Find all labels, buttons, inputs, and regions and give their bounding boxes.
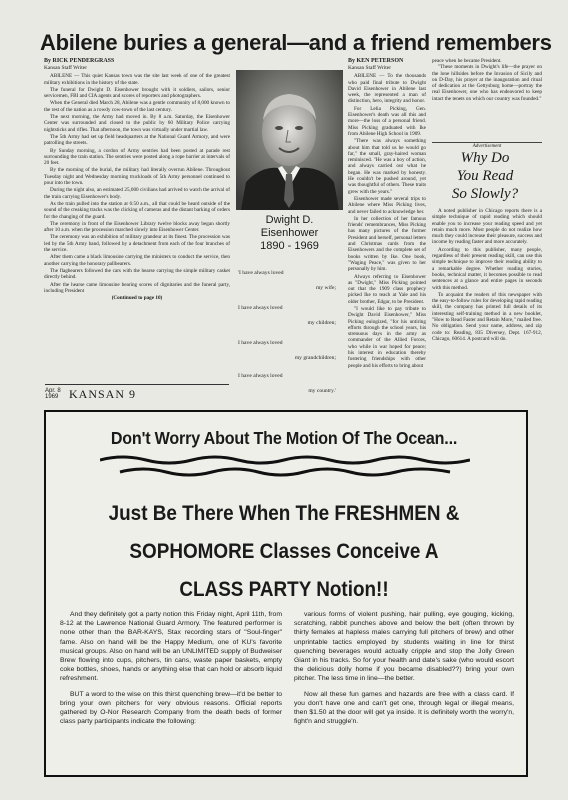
- ad-body-paragraph: BUT a word to the wise on this thirst quenching brew—it'd be better to bring your own pitchers for very obvious reasons. Official reports gathered by O-Nor Research Company from the death beds of former class party participants indicate the following:: [60, 690, 282, 726]
- article-paragraph: The flagbearers followed the cars with the hearse carrying the simple military casket directly behind.: [44, 267, 230, 281]
- quote-line: I have always loved: [238, 373, 283, 379]
- quote-line: 'I have always loved: [238, 270, 284, 276]
- quote-line: I have always loved: [238, 340, 283, 346]
- article-paragraph: The ceremony was an exhibition of military grandeur at its finest. The procession was led by the 5th Army band, followed by a detachment from each of the four branches of the service.: [44, 234, 230, 254]
- byline-role: Kansan Staff Writer: [44, 65, 87, 71]
- byline-role: Kansan Staff Writer: [348, 65, 391, 71]
- quote-line: my country.': [308, 388, 336, 394]
- ad-body-paragraph: Now all these fun games and hazards are free with a class card. If you don't have one and can't get one, through legal or illegal means, then $1.50 at the door will get ya inside. It is definitely worth the worry'n, fight'n and struggle'n.: [294, 690, 514, 726]
- ad-body-paragraph: And they definitely got a party notion this Friday night, April 11th, from 8-12 at the Lawrence National Guard Armory. The featured performer is none other than the BAR-KAYS, Stax recording stars of "Soul-finger" fame. Also on hand will be the Happy Medium, one of KU's favorite musical groups. Also on hand will be an UNLIMITED supply of Budweiser Brew flowing into cups, pitchers, tin cans, waste paper baskets, empty coke bottles, shoes, hands or anything else that can hold or absorb liquid refreshment.: [60, 611, 282, 683]
- article-paragraph: "I would like to pay tribute to Dwight David Eisenhower," Miss Picking eulogized, "for his untiring efforts through the school years, his strenuous days in the army as commander of the Allied Forces, who while in war hoped for peace; his interest in education thereby fostering friendships with other people and his efforts to bring about: [348, 305, 426, 369]
- article-paragraph: In her collection of her famous friends' remembrances, Miss Picking has many pictures of the former President and herself, personal letters and Christmas cards from the Eisenhowers and the complete set of books written by Ike. One book, "Waging Peace," was given to her personally by him.: [348, 215, 426, 273]
- caption-name: Dwight D. Eisenhower: [260, 214, 319, 239]
- article-paragraph: The ceremony in front of the Eisenhower Library twelve blocks away began shortly after 10 a.m. when the procession marched slowly into Eisenhower Center.: [44, 220, 230, 234]
- article-paragraph: By Sunday morning, a cordon of Army sentries had been posted at parade rest surrounding the train station. The sentries were posted along a rope barrier at intervals of 20 feet.: [44, 147, 230, 167]
- photo-caption: [236, 214, 343, 253]
- ad-paragraph: A noted publisher in Chicago reports there is a simple technique of rapid reading which should enable you to increase your reading speed and yet retain much more. Most people do not realize how much they could increase their pleasure, success and income by reading faster and more accurately.: [432, 208, 542, 246]
- quote-line: I have always loved: [238, 305, 283, 311]
- eisenhower-photo: [236, 70, 343, 210]
- ad-body-right: [294, 610, 514, 770]
- ad-title-line: You Read: [456, 168, 514, 184]
- quote-line: my grandchildren;: [294, 355, 336, 361]
- ad-headline: Just Be There When The FRESHMEN &: [108, 502, 460, 525]
- article-paragraph: "These moments in Dwight's life—the prayer on the lone hillsides before the Invasion of Sicily and on D-Day, his prayer at the inauguration and ritual of dedication at the Gettysburg home—portray the real Eisenhower, one who has endeavored to keep intact the tenets on which our country was founded.": [432, 64, 542, 102]
- folio-date: [45, 388, 67, 400]
- ad-title-line: So Slowly?: [451, 186, 519, 202]
- page-headline: Abilene buries a general—and a friend remembers: [40, 30, 552, 55]
- article-paragraph: By the morning of the burial, the military had literally overrun Abilene. Throughout Tuesday night and Wednesday morning truckloads of 5th Army personnel continued to pour into the town.: [44, 167, 230, 187]
- continued-note: (Continued to page 10): [111, 295, 163, 302]
- ad-body-paragraph: various forms of violent pushing, hair pulling, eye gouging, kicking, scratching, rabbit punches above and below the belt (often thrown by thirty females at hapless males carrying full pitchers of brew) and other unprintable tactics employed by students waiting in line for thirst quenching beverages would actually cripple and stop the Jolly Green Giant in his tracks. So for your health and date's sake (who would escort the delicious dolly home if you became disabled??) bring your own pitcher. The less time in line—the better.: [294, 611, 514, 683]
- article-paragraph: "There was always something about him that told us he would go far," the small, gray-haired woman reminisced. "He was a boy of action, and always carried out what he began. He was marked by honesty. He couldn't be pushed around, yet was thoughtful of others. These traits grew with the years.": [348, 138, 426, 195]
- article-paragraph: Always referring to Eisenhower as "Dwight," Miss Picking pointed out that the 1909 class prophecy picked Ike to teach at Yale and his older brother, Edgar, to be President.: [348, 273, 426, 305]
- article-paragraph: As the train pulled into the station at 6:50 a.m., all that could be heard outside of the sound of the creaking tracks was the clicking of cameras and the distant barking of orders for the changing of the guard.: [44, 200, 230, 220]
- folio-paper: KANSAN 9: [69, 387, 137, 401]
- ad-paragraph: According to this publisher, many people, regardless of their present reading skill, can use this simple technique to improve their reading ability to a remarkable degree. Whether reading stories, books, technical matter, it becomes possible to read sentences at a glance and entire pages in seconds with this method.: [432, 246, 542, 291]
- folio-date-line: Apr. 8: [45, 388, 61, 394]
- continued-lead: peace when he became President.: [432, 58, 502, 64]
- article-paragraph: The next morning, the Army had moved in. By 8 a.m. Saturday, the Eisenhower Center was surrounded and closed to the public by 60 Military Police carrying nightsticks and rifles. That afternoon, the town was virtually under martial law.: [44, 114, 230, 133]
- ad-title-line: Why Do: [460, 150, 510, 166]
- quote-line: my wife;: [315, 285, 336, 291]
- article-paragraph: After the hearse came limousine bearing scores of dignitaries and the funeral party, including President: [44, 281, 230, 294]
- article-paragraph: The funeral for Dwight D. Eisenhower brought with it soldiers, sailors, senior servicemen, FBI and CIA agents and scores of reporters and photographers.: [44, 86, 230, 100]
- article-paragraph: For Lelia Picking, Gen. Eisenhower's death was all this and more—the loss of a personal friend. Miss Picking graduated with Ike from Abilene High School in 1909.: [348, 105, 426, 137]
- folio-date-line: 1969: [45, 394, 59, 400]
- article-paragraph: After them came a black limousine carrying the ministers to conduct the service, then another carrying the honorary pallbearers.: [44, 254, 230, 267]
- ad-headline: SOPHOMORE Classes Conceive A: [129, 540, 439, 563]
- article-paragraph: When the General died March 28, Abilene was a gentle community of 8,000 known to the rest of the nation as a rowdy cow-town of the last century.: [44, 100, 230, 113]
- article-paragraph: ABILENE — This quiet Kansas town was the site last week of one of the greatest military exhibitions in the history of the state.: [44, 73, 230, 86]
- ad-headline: CLASS PARTY Notion!!: [179, 578, 389, 601]
- caption-years: 1890 - 1969: [260, 240, 319, 252]
- ad-paragraph: To acquaint the readers of this newspaper with the easy-to-follow rules for developing rapid reading skill, the company has printed full details of its interesting self-training method in a new booklet, "How to Read Faster and Retain More," mailed free. No obligation. Send your name, address, and zip code to: Reading, 835 Diversey, Dept. 167-912, Chicago, 60614. A postcard will do.: [432, 291, 542, 342]
- right-article: [432, 58, 542, 140]
- middle-article: [348, 58, 426, 400]
- wave-divider: [100, 452, 470, 482]
- article-paragraph: The 5th Army had set up field headquarters at the National Guard Armory, and were patrolling the streets.: [44, 133, 230, 147]
- ad-title: [425, 149, 545, 203]
- ad-body-left: [60, 610, 282, 770]
- quote-line: my children;: [307, 320, 336, 326]
- page-folio: [45, 384, 229, 402]
- ad-small-body: [432, 208, 542, 400]
- article-paragraph: ABILENE — To the thousands who paid final tribute to Dwight David Eisenhower in Abilene last week, the represented a man of distinction, hero, integrity and honor.: [348, 73, 426, 105]
- left-article: [44, 58, 230, 384]
- ad-headline: Don't Worry About The Motion Of The Ocean...: [110, 428, 458, 448]
- article-paragraph: Eisenhower made several trips to Abilene where Miss Picking lives, and never failed to acknowledge her.: [348, 195, 426, 215]
- byline: By RICK PENDERGRASS: [44, 58, 115, 64]
- byline: By KEN PETERSON: [348, 58, 404, 64]
- ad-label: Advertisement: [432, 142, 542, 149]
- article-paragraph: During the night also, an estimated 25,000 civilians had arrived to watch the arrival of the train carrying Eisenhower's body.: [44, 187, 230, 200]
